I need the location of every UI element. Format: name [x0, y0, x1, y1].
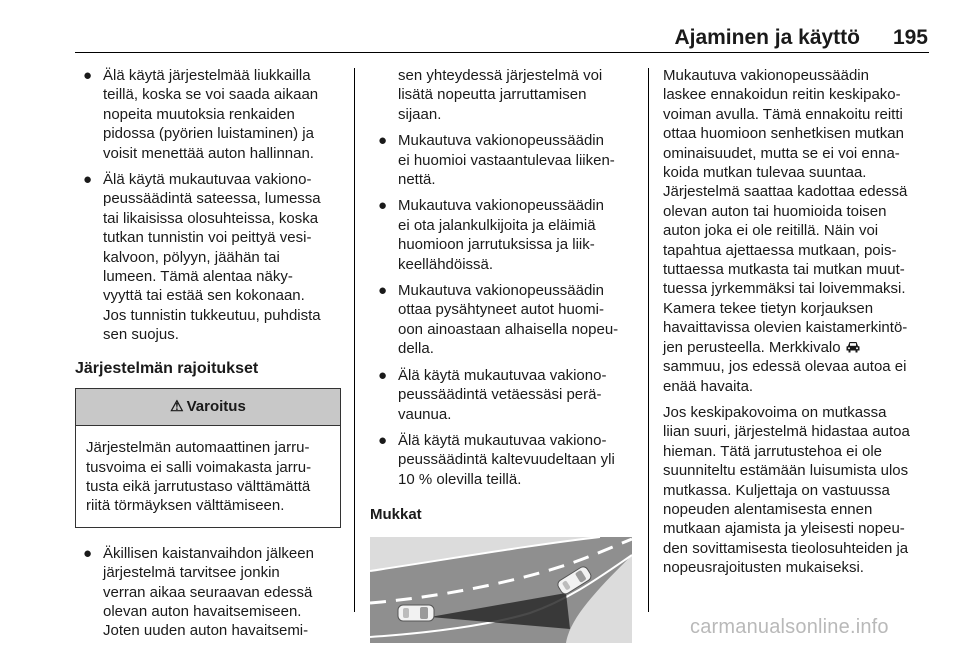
text-line: tusta eikä jarrutustaso välttämättä [86, 477, 311, 495]
text-line: sammuu, jos edessä olevaa autoa ei [663, 358, 907, 376]
rear-car-windshield [420, 607, 428, 619]
header-rule [75, 52, 929, 53]
bullet-item [370, 431, 635, 489]
text-line: sijaan. [398, 105, 442, 123]
text-line: Älä käytä mukautuvaa vakiono- [103, 171, 312, 189]
text-line: peussäädintä kaltevuudeltaan yli [398, 451, 615, 469]
text-line: della. [398, 340, 434, 358]
section-heading: Järjestelmän rajoitukset [75, 359, 259, 377]
text-line: sen yhteydessä järjestelmä voi [398, 67, 603, 84]
text-line: huomioon jarrutuksissa ja liik- [398, 236, 595, 254]
bullet-glyph: ● [378, 282, 388, 300]
bullet-glyph: ● [83, 67, 93, 84]
text-line: liian suuri, järjestelmä hidastaa autoa [663, 423, 910, 441]
text-line: 10 % olevilla teillä. [398, 470, 522, 488]
text-line: Järjestelmä saattaa kadottaa edessä [663, 183, 908, 201]
text-line: vyyttä tai estää sen kokonaan. [103, 287, 305, 305]
page-number: 195 [892, 26, 928, 49]
text-line: auton joka ei ole reitillä. Näin voi [663, 222, 879, 240]
text-line: keellähdöissä. [398, 255, 494, 273]
text-line: kalvoon, pölyyn, jäähän tai [103, 248, 280, 266]
text-line: järjestelmä tarvitsee jonkin [103, 564, 280, 582]
text-fragment: jen perusteella. Merkkivalo [663, 338, 841, 356]
text-line: ottaa huomioon senhetkisen mutkan [663, 125, 904, 143]
text-line: pidossa (pyörien luistaminen) ja [103, 125, 314, 143]
text-line [663, 338, 931, 357]
text-line: Jos keskipakovoima on mutkassa [663, 403, 887, 421]
bullet-glyph: ● [378, 366, 388, 384]
text-line: ei ota jalankulkijoita ja eläimiä [398, 216, 596, 234]
bullet-glyph: ● [378, 197, 388, 215]
text-line: Mukautuva vakionopeussäädin [398, 197, 604, 215]
text-line: tai likaisissa olosuhteissa, koska [103, 209, 319, 227]
warning-body [76, 426, 340, 527]
text-line: ei huomioi vastaantulevaa liiken- [398, 151, 615, 169]
text-line: Äkillisen kaistanvaihdon jälkeen [103, 544, 314, 562]
text-line: Älä käytä järjestelmää liukkailla [103, 67, 311, 84]
text-line: mutkassa. Kuljettaja on vastuussa [663, 481, 890, 499]
text-line: nopeuden alentamisesta ennen [663, 500, 873, 518]
vehicle-ahead-icon [845, 340, 861, 354]
text-line: tutkan tunnistin voi peittyä vesi- [103, 229, 312, 247]
text-line: riitä törmäyksen välttämiseen. [86, 497, 285, 515]
bullet-item [370, 196, 635, 274]
column-1 [75, 66, 341, 648]
watermark: carmanualsonline.info [690, 616, 889, 638]
rear-car-rear-window [403, 608, 409, 618]
text-line: olevan auton havaitsemiseen. [103, 602, 302, 620]
text-line: Mukautuva vakionopeussäädin [398, 282, 604, 300]
subheading: Mukkat [370, 506, 422, 524]
bullet-glyph: ● [83, 171, 93, 189]
text-line: vaunua. [398, 405, 452, 423]
text-line: laskee ennakoidun reitin keskipako- [663, 86, 901, 104]
text-line: Älä käytä mukautuvaa vakiono- [398, 431, 607, 449]
bullet-item [370, 366, 635, 424]
warning-header [76, 389, 340, 426]
bullet-glyph: ● [378, 132, 388, 150]
text-line: tuessa jyrkemmäksi tai loivemmaksi. [663, 280, 906, 298]
text-line: Mukautuva vakionopeussäädin [663, 67, 869, 84]
text-line: Mukautuva vakionopeussäädin [398, 132, 604, 150]
text-line: olevan auton tai huomioida toisen [663, 202, 887, 220]
curve-illustration [370, 537, 632, 643]
text-line: Järjestelmän automaattinen jarru- [86, 439, 310, 457]
text-line: verran aikaa seuraavan edessä [103, 583, 313, 601]
text-line: ottaa pysähtyneet autot huomi- [398, 301, 604, 319]
bullet-item [75, 544, 341, 641]
text-line: enää havaita. [663, 377, 754, 395]
bullet-item [75, 170, 341, 345]
text-line: nopeusrajoitusten mukaiseksi. [663, 559, 864, 577]
text-line: havaittavissa olevien kaistamerkintö- [663, 319, 908, 337]
text-line: tuttaessa mutkasta tai mutkan muut- [663, 261, 905, 279]
column-2 [370, 66, 635, 643]
text-line: Älä käytä mukautuvaa vakiono- [398, 366, 607, 384]
column-divider-1 [354, 68, 355, 612]
bullet-item [370, 131, 635, 189]
continuation-text [370, 66, 635, 124]
text-line: nettä. [398, 171, 436, 189]
text-line: sen suojus. [103, 326, 179, 344]
text-line: lumeen. Tämä alentaa näky- [103, 268, 293, 286]
bullet-item [370, 281, 635, 359]
text-line: Joten uuden auton havaitsemi- [103, 622, 309, 640]
bullet-glyph: ● [378, 431, 388, 449]
warning-box [75, 388, 341, 528]
text-line: voisit menettää auton hallinnan. [103, 144, 314, 162]
text-line: den sovittamisesta tieolosuhteiden ja [663, 539, 909, 557]
text-line: hieman. Tätä jarrutustehoa ei ole [663, 442, 883, 460]
paragraph [663, 403, 931, 578]
text-line: mutkaan ajamista ja yleisesti nopeu- [663, 520, 905, 538]
text-line: peussäädintä vetäessäsi perä- [398, 386, 602, 404]
paragraph [663, 66, 931, 396]
column-divider-2 [648, 68, 649, 612]
text-line: voiman avulla. Tämä ennakoitu reitti [663, 105, 903, 123]
text-line: tapahtua ajettaessa mutkaan, pois- [663, 241, 897, 259]
bullet-glyph: ● [83, 544, 93, 562]
text-line: Jos tunnistin tukkeutuu, puhdista [103, 306, 321, 324]
text-line: nopeita muutoksia renkaiden [103, 105, 295, 123]
page-header-title: Ajaminen ja käyttö [674, 26, 860, 49]
column-3 [663, 66, 931, 585]
text-line: tusvoima ei salli voimakasta jarru- [86, 458, 312, 476]
rear-car [398, 605, 434, 621]
text-line: oon ainoastaan alhaisella nopeu- [398, 320, 619, 338]
text-line: koida mutkan tulevaa suuntaa. [663, 164, 867, 182]
text-line: peussäädintä sateessa, lumessa [103, 190, 321, 208]
text-line: lisätä nopeutta jarruttamisen [398, 86, 587, 104]
warning-title: Varoitus [186, 398, 246, 416]
text-line: Kamera tekee tietyn korjauksen [663, 299, 874, 317]
warning-triangle-icon: ⚠ [170, 398, 184, 416]
text-line: ominaisuudet, mutta se ei voi enna- [663, 144, 900, 162]
text-line: suunniteltu estämään luisumista ulos [663, 462, 909, 480]
bullet-item [75, 66, 341, 163]
text-line: teillä, koska se voi saada aikaan [103, 86, 319, 104]
